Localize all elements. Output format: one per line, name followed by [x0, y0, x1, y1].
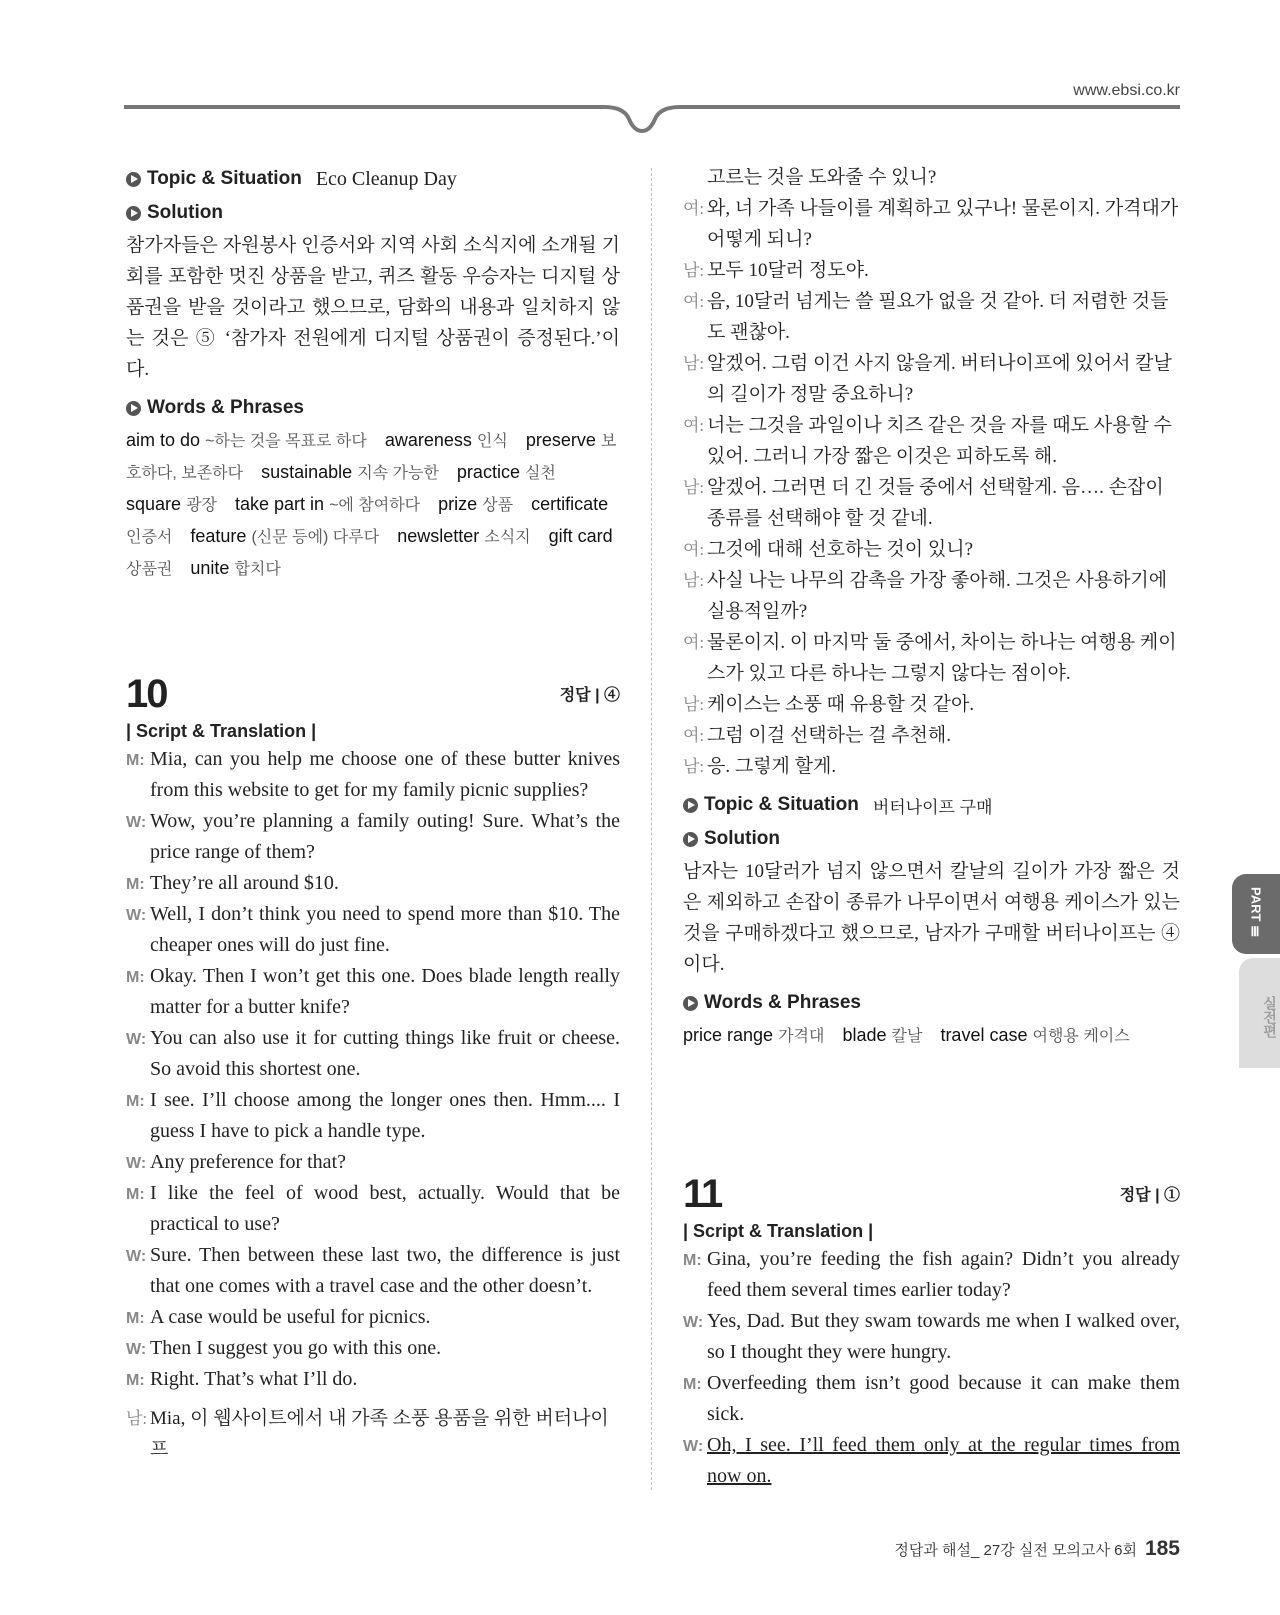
part-tab[interactable]: PART Ⅲ — [1232, 874, 1280, 954]
speaker: 남: — [683, 695, 705, 714]
q10-translation — [683, 162, 1180, 1052]
solution-text: 참가자들은 자원봉사 인증서와 지역 사회 소식지에 소개될 기회를 포함한 멋진 상품을 받고, 퀴즈 활동 우승자는 디지털 상품권을 받을 것이라고 했으므로, 담화의 내용과 일치하지 않는 것은 ⑤ ‘참가자 전원에게 디지털 상품권이 증정된다.’이다. — [126, 235, 620, 380]
word-entry — [940, 1025, 1147, 1045]
header-rule — [124, 104, 1180, 134]
word-en: sustainable — [261, 462, 353, 482]
dialogue-line — [683, 1244, 1180, 1306]
speaker: W: — [126, 1341, 147, 1358]
line-text: I see. I’ll choose among the longer ones then. Hmm.... I guess I have to pick a handle type. — [150, 1089, 620, 1142]
dialogue-line — [126, 806, 620, 868]
word-en: travel case — [940, 1025, 1028, 1045]
word-ko: 지속 가능한 — [357, 465, 439, 482]
line-text: Gina, you’re feeding the fish again? Didn’t you already feed them several times earlier today? — [707, 1248, 1180, 1301]
label: Words & Phrases — [704, 992, 861, 1013]
dialogue-line — [683, 348, 1180, 410]
speaker: 여: — [683, 199, 705, 218]
line-text: 알겠어. 그러면 더 긴 것들 중에서 선택할게. 음…. 손잡이 종류를 선택해야 할 것 같네. — [707, 477, 1164, 529]
label: Topic & Situation — [704, 794, 859, 815]
line-text: You can also use it for cutting things like fruit or cheese. So avoid this shortest one. — [150, 1027, 620, 1080]
line-text: Then I suggest you go with this one. — [150, 1337, 442, 1359]
translation — [683, 162, 1180, 782]
word-ko: 여행용 케이스 — [1032, 1028, 1130, 1045]
line-text: Any preference for that? — [150, 1151, 346, 1173]
word-ko: 광장 — [186, 497, 217, 514]
play-bullet-icon — [683, 996, 698, 1011]
speaker: 남: — [126, 1409, 148, 1428]
word-ko: (신문 등에) 다루다 — [251, 529, 380, 546]
speaker: 남: — [683, 757, 705, 776]
words-heading — [126, 391, 620, 425]
dialogue-line — [683, 627, 1180, 689]
label: Topic & Situation — [147, 168, 302, 189]
solution-heading — [126, 196, 620, 230]
word-entry — [842, 1025, 940, 1045]
play-bullet-icon — [126, 401, 141, 416]
speaker: 여: — [683, 540, 705, 559]
topic-heading — [126, 162, 620, 196]
answer-label: 정답 | ① — [1119, 1187, 1180, 1204]
speaker: M: — [126, 752, 145, 769]
word-en: certificate — [531, 494, 609, 514]
speaker: W: — [683, 1438, 704, 1455]
word-entry — [397, 526, 548, 546]
word-entry — [126, 430, 385, 450]
word-ko: 인식 — [476, 433, 508, 450]
dialogue-line — [683, 472, 1180, 534]
script-heading: | Script & Translation | — [683, 1221, 874, 1241]
word-en: unite — [190, 558, 230, 578]
script-heading: | Script & Translation | — [126, 721, 317, 741]
line-text: A case would be useful for picnics. — [150, 1306, 431, 1328]
dialogue-line — [126, 1178, 620, 1240]
speaker: W: — [126, 814, 147, 831]
word-ko: 보호하다, 보존하다 — [126, 433, 617, 482]
section-tab[interactable]: 실전편 — [1239, 958, 1280, 1068]
footer-text: 정답과 해설_ 27강 실전 모의고사 6회 — [894, 1542, 1137, 1559]
line-text: 응. 그렇게 할게. — [707, 756, 837, 777]
word-en: take part in — [234, 494, 325, 514]
translation-line — [126, 1403, 620, 1465]
dialogue-line — [683, 720, 1180, 751]
speaker: 여: — [683, 416, 705, 435]
word-entry — [438, 494, 531, 514]
dialogue-line — [126, 1333, 620, 1364]
topic-heading — [683, 788, 1180, 822]
line-text: 고르는 것을 도와줄 수 있니? — [707, 167, 937, 188]
play-bullet-icon — [683, 798, 698, 813]
word-ko: ~에 참여하다 — [329, 497, 421, 514]
question-number: 10 — [126, 672, 167, 716]
word-ko: 실천 — [524, 465, 556, 482]
word-en: gift card — [548, 526, 613, 546]
q9-section — [126, 162, 620, 585]
word-entry — [457, 462, 574, 482]
speaker: M: — [126, 969, 145, 986]
word-en: blade — [842, 1025, 887, 1045]
dialogue-line — [683, 565, 1180, 627]
word-en: awareness — [384, 430, 472, 450]
play-bullet-icon — [126, 206, 141, 221]
dialogue-line — [683, 255, 1180, 286]
words-heading — [683, 986, 1180, 1020]
dialogue-line — [126, 1023, 620, 1085]
dialogue-line — [126, 744, 620, 806]
site-url: www.ebsi.co.kr — [1073, 82, 1180, 99]
dialogue-line — [683, 410, 1180, 472]
word-ko: 합치다 — [234, 561, 281, 578]
word-en: aim to do — [126, 430, 201, 450]
line-text: 와, 너 가족 나들이를 계획하고 있구나! 물론이지. 가격대가 어떻게 되니? — [707, 198, 1179, 250]
line-text: 물론이지. 이 마지막 둘 중에서, 차이는 하나는 여행용 케이스가 있고 다른 하나는 그렇지 않다는 점이야. — [707, 632, 1177, 684]
dialogue-line — [683, 162, 1180, 193]
line-text: They’re all around $10. — [150, 872, 339, 894]
word-ko: 칼날 — [891, 1028, 923, 1045]
word-en: newsletter — [397, 526, 480, 546]
word-ko: 인증서 — [126, 529, 173, 546]
word-en: preserve — [525, 430, 596, 450]
line-text: 음, 10달러 넘게는 쓸 필요가 없을 것 같아. 더 저렴한 것들도 괜찮아. — [707, 291, 1169, 343]
word-en: practice — [456, 462, 520, 482]
word-entry — [235, 494, 438, 514]
label: Solution — [147, 202, 223, 223]
word-en: square — [126, 494, 182, 514]
word-en: feature — [190, 526, 247, 546]
label: Solution — [704, 828, 780, 849]
column-divider — [651, 168, 652, 1490]
word-ko: 상품권 — [126, 561, 173, 578]
answer-label: 정답 | ④ — [559, 687, 620, 704]
word-entry — [126, 494, 235, 514]
speaker: M: — [126, 1372, 145, 1389]
line-text: Mia, 이 웹사이트에서 내 가족 소풍 용품을 위한 버터나이프 — [150, 1408, 609, 1460]
line-text: 알겠어. 그럼 이건 사지 않을게. 버터나이프에 있어서 칼날의 길이가 정말 중요하니? — [707, 353, 1172, 405]
speaker: W: — [126, 1155, 147, 1172]
word-entry — [261, 462, 457, 482]
speaker: M: — [126, 1310, 145, 1327]
dialogue-line — [126, 1085, 620, 1147]
line-text: I like the feel of wood best, actually. Would that be practical to use? — [150, 1182, 620, 1235]
dialogue-line — [683, 286, 1180, 348]
word-ko: 가격대 — [778, 1028, 825, 1045]
dialogue-line — [683, 1368, 1180, 1430]
line-text: 케이스는 소풍 때 유용할 것 같아. — [707, 694, 975, 715]
dialogue-line — [683, 193, 1180, 255]
line-text: Right. That’s what I’ll do. — [150, 1368, 358, 1390]
speaker: W: — [683, 1314, 704, 1331]
topic-value: 버터나이프 구매 — [872, 797, 993, 817]
line-text: 너는 그것을 과일이나 치즈 같은 것을 자를 때도 사용할 수 있어. 그러니 가장 짧은 이것은 피하도록 해. — [707, 415, 1172, 467]
speaker: M: — [683, 1376, 702, 1393]
dialogue-line — [126, 1364, 620, 1395]
speaker: 여: — [683, 292, 705, 311]
speaker: M: — [683, 1252, 702, 1269]
line-text: Okay. Then I won’t get this one. Does blade length really matter for a butter knife? — [150, 965, 620, 1018]
label: Words & Phrases — [147, 397, 304, 418]
q10-section — [126, 672, 620, 1465]
script — [683, 1244, 1180, 1492]
question-number: 11 — [683, 1172, 722, 1216]
line-text: 그럼 이걸 선택하는 걸 추천해. — [707, 725, 951, 746]
word-ko: ~하는 것을 목표로 하다 — [205, 433, 367, 450]
page-footer — [894, 1537, 1180, 1561]
dialogue-line — [683, 1430, 1180, 1492]
dialogue-line — [126, 961, 620, 1023]
words-list — [126, 425, 620, 585]
speaker: W: — [126, 1031, 147, 1048]
line-text: Well, I don’t think you need to spend more than $10. The cheaper ones will do just fine. — [150, 903, 620, 956]
line-text: Overfeeding them isn’t good because it can make them sick. — [707, 1372, 1180, 1425]
speaker: W: — [126, 1248, 147, 1265]
speaker: 남: — [683, 354, 705, 373]
speaker: 여: — [683, 726, 705, 745]
line-text: Sure. Then between these last two, the difference is just that one comes with a travel case and the other doesn’t. — [150, 1244, 620, 1297]
dialogue-line — [683, 1306, 1180, 1368]
line-text: 사실 나는 나무의 감촉을 가장 좋아해. 그것은 사용하기에 실용적일까? — [707, 570, 1168, 622]
dialogue-line — [683, 689, 1180, 720]
dialogue-line — [126, 1240, 620, 1302]
word-ko: 소식지 — [484, 529, 531, 546]
speaker: M: — [126, 876, 145, 893]
solution-text: 남자는 10달러가 넘지 않으면서 칼날의 길이가 가장 짧은 것은 제외하고 손잡이 종류가 나무이면서 여행용 케이스가 있는 것을 구매하겠다고 했으므로, 남자가 구매할 버터나이프는 ④이다. — [683, 861, 1180, 975]
dialogue-line — [683, 534, 1180, 565]
dialogue-line — [126, 899, 620, 961]
word-ko: 상품 — [482, 497, 514, 514]
q11-section — [683, 1172, 1180, 1492]
dialogue-line — [126, 868, 620, 899]
speaker: 남: — [683, 571, 705, 590]
speaker: M: — [126, 1186, 145, 1203]
solution-heading — [683, 822, 1180, 856]
word-entry — [190, 526, 397, 546]
line-text: 그것에 대해 선호하는 것이 있니? — [707, 539, 974, 560]
line-text: Yes, Dad. But they swam towards me when I walked over, so I thought they were hungry. — [707, 1310, 1180, 1363]
speaker: 남: — [683, 261, 705, 280]
page-number: 185 — [1144, 1537, 1180, 1560]
topic-value: Eco Cleanup Day — [315, 167, 457, 190]
word-entry — [190, 558, 298, 578]
word-entry — [385, 430, 526, 450]
speaker: M: — [126, 1093, 145, 1110]
script — [126, 744, 620, 1395]
speaker: 여: — [683, 633, 705, 652]
line-text: Oh, I see. I’ll feed them only at the regular times from now on. — [707, 1434, 1180, 1487]
word-entry — [683, 1025, 842, 1045]
play-bullet-icon — [683, 832, 698, 847]
line-text: Wow, you’re planning a family outing! Sure. What’s the price range of them? — [150, 810, 620, 863]
speaker: 남: — [683, 478, 705, 497]
line-text: 모두 10달러 정도야. — [707, 260, 869, 281]
word-en: prize — [438, 494, 478, 514]
play-bullet-icon — [126, 172, 141, 187]
line-text: Mia, can you help me choose one of these butter knives from this website to get for my family picnic supplies? — [150, 748, 620, 801]
dialogue-line — [683, 751, 1180, 782]
dialogue-line — [126, 1147, 620, 1178]
word-en: price range — [683, 1025, 774, 1045]
words-list — [683, 1020, 1180, 1052]
speaker: W: — [126, 907, 147, 924]
dialogue-line — [126, 1302, 620, 1333]
